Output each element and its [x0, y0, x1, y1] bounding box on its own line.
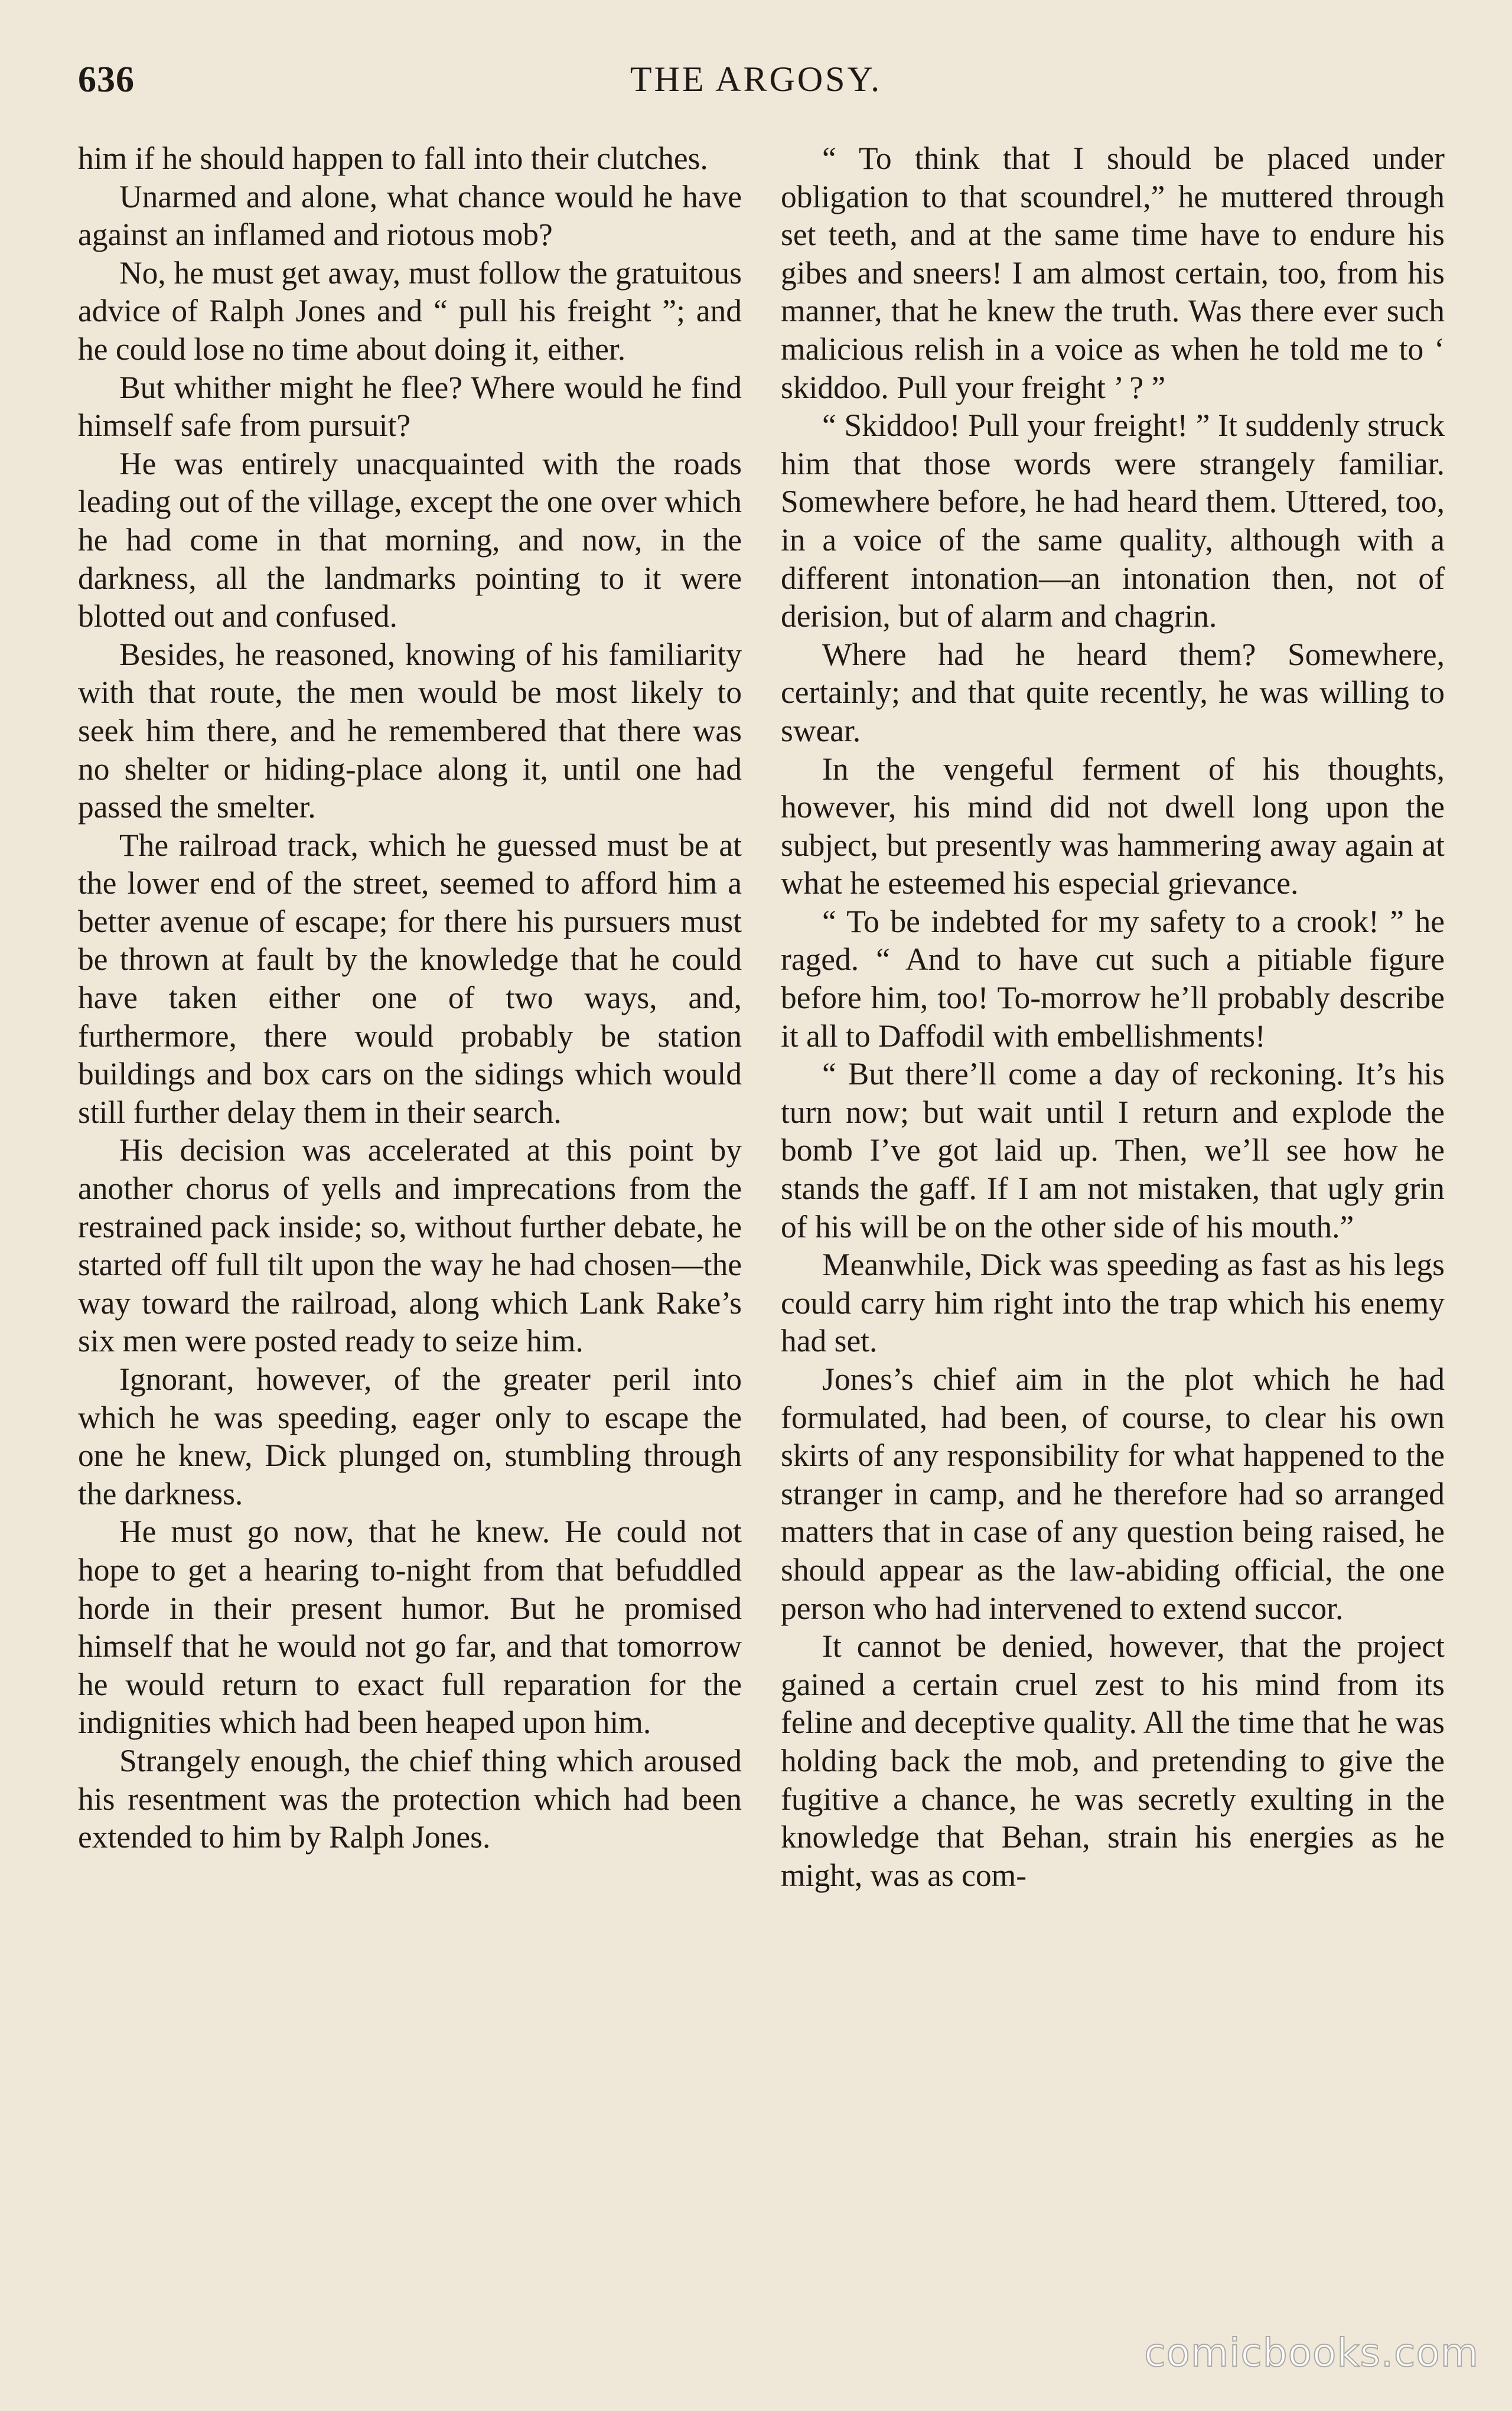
paragraph: “ But there’ll come a day of reckoning. It’s his turn now; but wait until I return and explode the bomb I’ve got laid up. Then, we’ll see how he stands the gaff. If I am not mistaken, that ugly grin of his will be on the other side of his mouth.”: [781, 1056, 1445, 1244]
paragraph: He was entirely unacquainted with the roads leading out of the village, except the one over which he had come in that morning, and now, in the darkness, all the landmarks pointing to it were blotted out and confused.: [78, 445, 742, 634]
paragraph: Besides, he reasoned, knowing of his familiarity with that route, the men would be most likely to seek him there, and he remembered that there was no shelter or hiding-place along it, until one had passed the smelter.: [78, 636, 742, 825]
paragraph: The railroad track, which he guessed must be at the lower end of the street, seemed to afford him a better avenue of escape; for there his pursuers must be thrown at fault by the knowledge that he could have taken either one of two ways, and, furthermore, there would probably be station buildings and box cars on the sidings which would still further delay them in their search.: [78, 827, 742, 1130]
paragraph: Ignorant, however, of the greater peril into which he was speeding, eager only to escape the one he knew, Dick plunged on, stumbling through the darkness.: [78, 1361, 742, 1511]
watermark: comicbooks.com: [1144, 2330, 1479, 2376]
paragraph: But whither might he flee? Where would he find himself safe from pursuit?: [78, 369, 742, 444]
paragraph: His decision was accelerated at this point by another chorus of yells and imprecations from the restrained pack inside; so, without further debate, he started off full tilt upon the way he had chosen—the way toward the railroad, along which Lank Rake’s six men were posted ready to seize him.: [78, 1132, 742, 1359]
paragraph: It cannot be denied, however, that the project gained a certain cruel zest to his mind from its feline and deceptive quality. All the time that he was holding back the mob, and pretending to give the fugitive a chance, he was secretly exulting in the knowledge that Behan, strain his energies as he might, was as com-: [781, 1628, 1445, 1893]
left-column: [78, 139, 742, 1856]
paragraph: Jones’s chief aim in the plot which he had formulated, had been, of course, to clear his own skirts of any responsibility for what happened to the stranger in camp, and he therefore had so arranged matters that in case of any question being raised, he should appear as the law-abiding official, the one person who had intervened to extend succor.: [781, 1361, 1445, 1626]
paragraph: In the vengeful ferment of his thoughts, however, his mind did not dwell long upon the subject, but presently was hammering away again at what he esteemed his especial grievance.: [781, 751, 1445, 901]
paragraph: “ To think that I should be placed under obligation to that scoundrel,” he muttered through set teeth, and at the same time have to endure his gibes and sneers! I am almost certain, too, from his manner, that he knew the truth. Was there ever such malicious relish in a voice as when he told me to ‘ skiddoo. Pull your freight ’ ? ”: [781, 141, 1445, 405]
paragraph: He must go now, that he knew. He could not hope to get a hearing to-night from that befuddled horde in their present humor. But he promised himself that he would not go far, and that tomorrow he would return to exact full reparation for the indignities which had been heaped upon him.: [78, 1514, 742, 1741]
paragraph: Strangely enough, the chief thing which aroused his resentment was the protection which had been extended to him by Ralph Jones.: [78, 1742, 742, 1855]
paragraph: Meanwhile, Dick was speeding as fast as his legs could carry him right into the trap which his enemy had set.: [781, 1247, 1445, 1359]
paragraph: “ To be indebted for my safety to a crook! ” he raged. “ And to have cut such a pitiable figure before him, too! To-morrow he’ll probably describe it all to Daffodil with embellishments!: [781, 903, 1445, 1054]
paragraph: Where had he heard them? Somewhere, certainly; and that quite recently, he was willing to swear.: [781, 636, 1445, 748]
paragraph: “ Skiddoo! Pull your freight! ” It suddenly struck him that those words were strangely familiar. Somewhere before, he had heard them. Uttered, too, in a voice of the same quality, although with a different intonation—an intonation then, not of derision, but of alarm and chagrin.: [781, 408, 1445, 634]
paragraph: him if he should happen to fall into their clutches.: [78, 141, 708, 176]
running-title: THE ARGOSY.: [630, 60, 882, 99]
right-column: [781, 139, 1445, 1894]
paragraph: No, he must get away, must follow the gratuitous advice of Ralph Jones and “ pull his freight ”; and he could lose no time about doing it, either.: [78, 255, 742, 367]
page-number: 636: [78, 60, 135, 100]
paragraph: Unarmed and alone, what chance would he have against an inflamed and riotous mob?: [78, 178, 742, 253]
